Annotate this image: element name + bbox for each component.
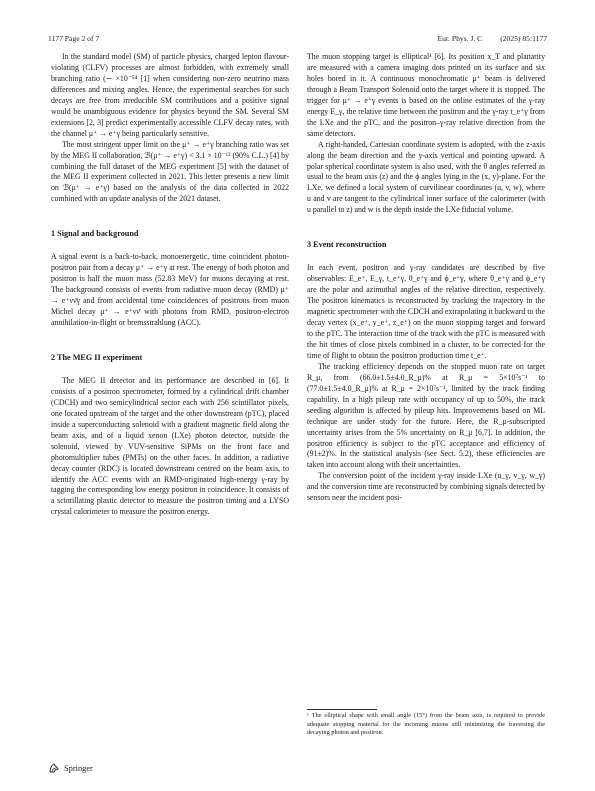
page-header (48, 32, 547, 44)
springer-logo-icon (48, 762, 60, 774)
left-column (51, 52, 289, 518)
footnote-rule (307, 709, 377, 710)
footnote: ¹ The elliptical shape with small angle (15°) from the beam axis, is required to provide adequate stopping material for the incoming muons still minimizing the traversing the decaying photon and positron. (307, 712, 545, 737)
section-3-title: 3 Event reconstruction (307, 240, 387, 250)
citation: (2025) 85:1177 (500, 33, 547, 43)
section-3-paragraph-1: In each event, positron and γ-ray candidates are described by five observables: E_e⁺, E_γ, t_e⁺γ, θ_e⁺γ and ϕ_e⁺γ, where θ_e⁺γ and ϕ_e⁺γ are the polar and azimuthal angles of the relative direction, respectively. The positron kinematics is reconstructed by tracking the trajectory in the magnetic spectrometer with the CDCH and extrapolating it backward to the decay vertex (x_e⁺, y_e⁺, z_e⁺) on the muon stopping target and forward to the pTC. The interaction time of the track with the pTC is measured with the hit times of close pixels combined in a cluster, to be corrected for the time of flight to obtain the positron production time t_e⁺. (307, 263, 545, 360)
page-footer (48, 762, 93, 774)
section-1-title: 1 Signal and background (51, 229, 139, 239)
page-number: 1177 Page 2 of 7 (48, 33, 100, 43)
right-column (307, 52, 545, 504)
intro-paragraph-1: In the standard model (SM) of particle physics, charged lepton flavour-violating (CLFV) processes are almost forbidden, with extremely small branching ratio (∼ ×10⁻⁵⁴ [1] when considering non-zero neutrino mass differences and mixing angles. Hence, the experimental searches for such decays are free from irreducible SM contributions and a positive signal would be unambiguous evidence for physics beyond the SM. Several SM extensions [2, 3] predict experimentally accessible CLFV decay rates, with the channel μ⁺ → e⁺γ being particularly sensitive. (51, 52, 289, 138)
target-paragraph: The muon stopping target is elliptical¹ [6]. Its position x_T and planarity are measured with a camera imaging dots printed on its surface and six holes bored in it. A continuous monochromatic μ⁺ beam is delivered through a Beam Transport Solenoid onto the target where it is stopped. The trigger for μ⁺ → e⁺γ events is based on the online estimates of the γ-ray energy E_γ, the relative time between the positron and the γ-ray t_e⁺γ from the LXe and the pTC, and the positron–γ-ray relative direction from the same detectors. (307, 52, 545, 138)
intro-paragraph-2: The most stringent upper limit on the μ⁺ → e⁺γ branching ratio was set by the MEG II collaboration, ℬ(μ⁺ → e⁺γ) < 3.1 × 10⁻¹³ (90% C.L.) [4] by combining the full dataset of the MEG experiment [5] with the dataset of the MEG II experiment collected in 2021. This letter presents a new limit on ℬ(μ⁺ → e⁺γ) based on the analysis of the data collected in 2022 combined with an update analysis of the 2021 dataset. (51, 139, 289, 204)
coordinate-paragraph: A right-handed, Cartesian coordinate system is adopted, with the z-axis along the beam direction and the y-axis vertical and pointing upward. A polar spherical coordinate system is also used, with the θ angles referred as usual to the beam axis (z) and the ϕ angles lying in the (x, y)-plane. For the LXe, we defined a local system of curvilinear coordinates (u, v, w), where u and v are tangent to the cylindrical inner surface of the calorimeter (with u parallel to z) and w is the depth inside the LXe fiducial volume. (307, 139, 545, 215)
section-3-paragraph-2: The tracking efficiency depends on the stopped muon rate on target R_μ, from (66.0±1.5±4.0_R_μ)% at R_μ = 5×10⁷s⁻¹ to (77.0±1.5±4.0_R_μ)% at R_μ = 2×10⁷s⁻¹, limited by the track finding capability. In a high pileup rate with occupancy of up to 50%, the track seeding algorithm is affected by pileup hits. Improvements based on ML technique are under study for the future. Here, the R_μ-subscripted uncertainty arises from the 5% uncertainty on R_μ [6,7]. In addition, the positron efficiency is subject to the pTC acceptance and efficiency of (91±2)%. In the statistical analysis (see Sect. 5.2), these efficiencies are taken into account along with their uncertainties. (307, 361, 545, 470)
publisher-name: Springer (64, 763, 93, 773)
section-2-title: 2 The MEG II experiment (51, 352, 143, 362)
section-3-paragraph-3: The conversion point of the incident γ-ray inside LXe (u_γ, v_γ, w_γ) and the conversion time are reconstructed by combining signals detected by sensors near the incident posi- (307, 471, 545, 503)
journal-name: Eur. Phys. J. C (437, 33, 483, 43)
section-2-paragraph: The MEG II detector and its performance are described in [6]. It consists of a positron spectrometer, formed by a cylindrical drift chamber (CDCH) and two semicylindrical sector each with 256 scintillator pixels, one located upstream of the target and the other downstream (pTC), placed inside a superconducting solenoid with a gradient magnetic field along the beam axis, and of a liquid xenon (LXe) photon detector, outside the solenoid, viewed by VUV-sensitive SiPMs on the front face and photomultiplier tubes (PMTs) on the other faces. In addition, a radiative decay counter (RDC) is located downstream centred on the beam axis, to identify the ACC events with an RMD-originated high-energy γ-ray by tagging the corresponding low energy positron in coincidence. It consists of a scintillating plastic detector to measure the positron timing and a LYSO crystal calorimeter to measure the positron energy. (51, 375, 289, 517)
section-1-paragraph: A signal event is a back-to-back, monoenergetic, time coincident photon-positron pair from a decay μ⁺ → e⁺γ at rest. The energy of both photon and positron is half the muon mass (52.83 MeV) for muons decaying at rest. The background consists of events from radiative muon decay (RMD) μ⁺ → e⁺νν̄γ and from accidental time coincidences of positrons from muon Michel decay μ⁺ → e⁺νν̄ with photons from RMD, positron-electron annihilation-in-flight or bremsstrahlung (ACC). (51, 252, 289, 328)
